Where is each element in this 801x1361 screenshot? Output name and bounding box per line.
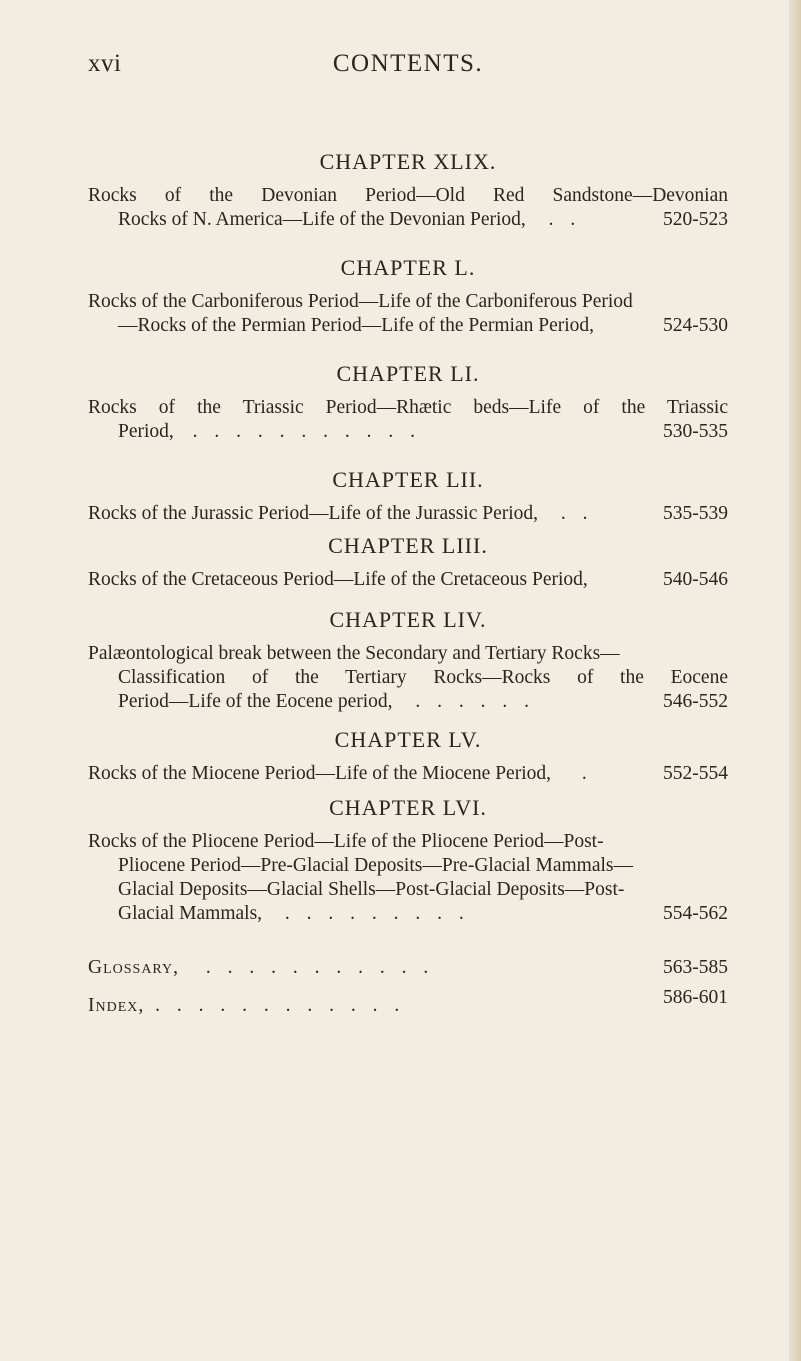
leader-dots: . .: [548, 209, 582, 230]
entry-line-last: [88, 314, 728, 338]
leader-dots: . . . . . . . . . . .: [205, 957, 435, 978]
entry-line-last: [88, 690, 728, 714]
entry-line: Rocks of the Triassic Period—Rhætic beds—Life of the Triassic: [88, 397, 728, 418]
chapter-entry: [88, 502, 728, 526]
page-range: 546-552: [663, 691, 728, 712]
chapter-title: CHAPTER LIII.: [328, 533, 488, 558]
chapter-entry: [88, 762, 728, 786]
entry-text: Period—Life of the Eocene period,: [118, 691, 393, 712]
running-title: CONTENTS.: [332, 50, 484, 77]
chapter-title: CHAPTER LIV.: [329, 607, 487, 632]
page-range: 520-523: [663, 209, 728, 230]
chapter-liii: [88, 534, 728, 592]
entry-text: Period,: [118, 421, 174, 442]
chapter-title: CHAPTER LII.: [332, 467, 484, 492]
page-range: 524-530: [663, 315, 728, 336]
chapter-title: CHAPTER LV.: [334, 727, 482, 752]
entry-text: —Rocks of the Permian Period—Life of the Permian Period,: [118, 315, 595, 336]
page-range: 586-601: [663, 987, 728, 1008]
entry-label: Glossary,: [88, 957, 179, 978]
page-range: 540-546: [663, 569, 728, 590]
entry-line-last: [88, 420, 728, 444]
entry-line-last: [88, 568, 728, 592]
entry-line-last: [88, 902, 728, 926]
entry-line: Glacial Deposits—Glacial Shells—Post-Glacial Deposits—Post-: [118, 879, 625, 900]
page-range: 530-535: [663, 421, 728, 442]
leader-dots: . . . . . . . . . . .: [192, 421, 422, 442]
page-range: 552-554: [663, 763, 728, 784]
chapter-entry: [88, 568, 728, 592]
chapter-xlix: [88, 150, 728, 232]
chapter-lii: [88, 468, 728, 526]
chapter-lv: [88, 728, 728, 786]
leader-dots: . . . . . . . . . . . .: [155, 995, 406, 1016]
page-range: 535-539: [663, 503, 728, 524]
entry-text: Rocks of N. America—Life of the Devonian Period,: [118, 209, 526, 230]
chapter-entry: [88, 184, 728, 232]
page-number: xvi: [88, 50, 122, 77]
chapter-lvi: [88, 796, 728, 926]
entry-text: Rocks of the Jurassic Period—Life of the Jurassic Period,: [88, 503, 539, 524]
leader-dots: . .: [560, 503, 594, 524]
chapter-title: CHAPTER XLIX.: [319, 149, 497, 174]
chapter-title: CHAPTER LI.: [336, 361, 480, 386]
page-header: [88, 50, 728, 86]
entry-line-last: [88, 208, 728, 232]
chapter-entry: [88, 830, 728, 926]
leader-dots: .: [581, 763, 593, 784]
chapter-entry: [88, 290, 728, 338]
page-edge: [789, 0, 801, 1361]
entry-line: Classification of the Tertiary Rocks—Rocks of the Eocene: [118, 667, 728, 688]
entry-line-last: [88, 502, 728, 526]
chapter-li: [88, 362, 728, 444]
entry-line: Pliocene Period—Pre-Glacial Deposits—Pre-Glacial Mammals—: [118, 855, 633, 876]
entry-text: Rocks of the Miocene Period—Life of the Miocene Period,: [88, 763, 552, 784]
glossary-entry: [88, 956, 728, 980]
chapter-entry: [88, 642, 728, 714]
entry-line: Palæontological break between the Secondary and Tertiary Rocks—: [88, 643, 620, 664]
index-entry: [88, 987, 728, 1018]
entry-line-last: [88, 762, 728, 786]
chapter-title: CHAPTER L.: [340, 255, 476, 280]
entry-text: Glacial Mammals,: [118, 903, 263, 924]
entry-line: Rocks of the Carboniferous Period—Life of the Carboniferous Period: [88, 291, 633, 312]
page-range: 563-585: [663, 957, 728, 978]
leader-dots: . . . . . .: [415, 691, 536, 712]
chapter-liv: [88, 608, 728, 714]
leader-dots: . . . . . . . . .: [284, 903, 470, 924]
chapter-l: [88, 256, 728, 338]
page-range: 554-562: [663, 903, 728, 924]
entry-line: Rocks of the Pliocene Period—Life of the Pliocene Period—Post-: [88, 831, 604, 852]
entry-label: Index,: [88, 995, 145, 1016]
entry-line: Rocks of the Devonian Period—Old Red Sandstone—Devonian: [88, 185, 728, 206]
chapter-entry: [88, 396, 728, 444]
entry-text: Rocks of the Cretaceous Period—Life of the Cretaceous Period,: [88, 569, 588, 590]
chapter-title: CHAPTER LVI.: [329, 795, 487, 820]
